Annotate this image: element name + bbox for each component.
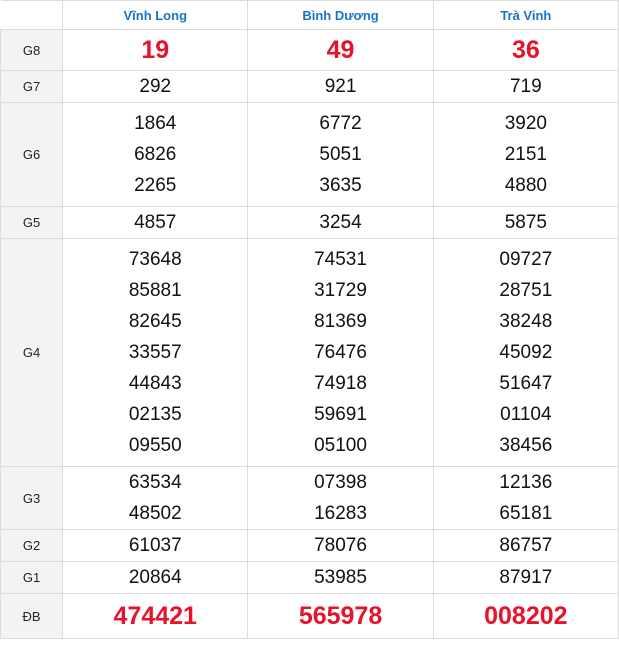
- result-number: 87917: [499, 567, 553, 588]
- result-number: 74918: [314, 373, 367, 394]
- result-number: 51647: [499, 373, 553, 394]
- result-number: 38456: [499, 435, 553, 456]
- result-number: 53985: [314, 567, 367, 588]
- result-number: 6826: [134, 144, 177, 165]
- table-row: [1, 207, 619, 239]
- result-cell: [248, 467, 433, 530]
- result-number: 3254: [319, 212, 362, 233]
- prize-label: G7: [1, 71, 63, 103]
- result-number: 474421: [113, 602, 197, 630]
- result-cell: [63, 594, 248, 639]
- table-row: [1, 594, 619, 639]
- result-cell: [433, 71, 618, 103]
- result-number: 31729: [314, 280, 367, 301]
- province-header-3: [433, 1, 618, 30]
- result-number: 59691: [314, 404, 367, 425]
- table-row: [1, 530, 619, 562]
- table-body: [1, 30, 619, 639]
- result-cell: [63, 30, 248, 71]
- result-number: 3635: [319, 175, 362, 196]
- prize-label: G2: [1, 530, 63, 562]
- result-number: 921: [324, 76, 357, 97]
- result-number: 02135: [128, 404, 182, 425]
- result-number: 38248: [499, 311, 553, 332]
- result-cell: [248, 239, 433, 467]
- result-number: 719: [509, 76, 542, 97]
- result-cell: [248, 71, 433, 103]
- table-row: [1, 103, 619, 207]
- table-row: [1, 71, 619, 103]
- result-cell: [433, 30, 618, 71]
- result-cell: [63, 71, 248, 103]
- result-number: 565978: [298, 602, 383, 630]
- result-cell: [63, 103, 248, 207]
- result-number: 19: [141, 36, 170, 64]
- result-number: 86757: [499, 535, 553, 556]
- result-number: 20864: [128, 567, 182, 588]
- result-number: 05100: [314, 435, 367, 456]
- result-cell: [63, 562, 248, 594]
- result-cell: [63, 467, 248, 530]
- prize-label: G1: [1, 562, 63, 594]
- result-number: 28751: [499, 280, 553, 301]
- result-number: 5875: [504, 212, 547, 233]
- result-number: 61037: [128, 535, 182, 556]
- result-number: 81369: [314, 311, 367, 332]
- header-row: [1, 1, 619, 30]
- result-number: 5051: [319, 144, 362, 165]
- result-number: 3920: [504, 113, 547, 134]
- result-number: 73648: [128, 249, 182, 270]
- result-number: 48502: [128, 503, 182, 524]
- result-number: 33557: [128, 342, 182, 363]
- result-cell: [63, 207, 248, 239]
- table-row: [1, 562, 619, 594]
- result-cell: [248, 594, 433, 639]
- result-number: 36: [511, 36, 540, 64]
- result-cell: [433, 530, 618, 562]
- result-cell: [248, 207, 433, 239]
- result-number: 74531: [314, 249, 367, 270]
- result-number: 44843: [128, 373, 182, 394]
- result-number: 2151: [504, 144, 547, 165]
- table-row: [1, 239, 619, 467]
- result-number: 49: [326, 36, 355, 64]
- prize-label: G5: [1, 207, 63, 239]
- result-number: 2265: [134, 175, 177, 196]
- table-header: [1, 1, 619, 30]
- table-row: [1, 30, 619, 71]
- result-cell: [433, 207, 618, 239]
- result-number: 78076: [314, 535, 367, 556]
- result-number: 63534: [128, 472, 182, 493]
- result-number: 01104: [500, 404, 552, 425]
- result-number: 07398: [314, 472, 367, 493]
- result-cell: [63, 239, 248, 467]
- result-number: 09550: [128, 435, 182, 456]
- result-number: 12136: [499, 472, 553, 493]
- prize-label: G6: [1, 103, 63, 207]
- result-number: 65181: [499, 503, 553, 524]
- province-link-binh-duong[interactable]: Bình Dương: [302, 7, 379, 23]
- province-header-1: [63, 1, 248, 30]
- result-number: 85881: [128, 280, 182, 301]
- prize-column-header: [1, 1, 63, 30]
- province-link-tra-vinh[interactable]: Trà Vinh: [500, 7, 552, 23]
- result-cell: [433, 103, 618, 207]
- result-number: 16283: [314, 503, 367, 524]
- result-number: 008202: [484, 602, 568, 630]
- result-cell: [248, 562, 433, 594]
- result-cell: [248, 30, 433, 71]
- province-header-2: [248, 1, 433, 30]
- prize-label: G4: [1, 239, 63, 467]
- result-number: 4880: [504, 175, 547, 196]
- prize-label: G3: [1, 467, 63, 530]
- table-row: [1, 467, 619, 530]
- result-cell: [433, 239, 618, 467]
- result-cell: [433, 562, 618, 594]
- province-link-vinh-long[interactable]: Vĩnh Long: [123, 7, 188, 23]
- result-number: 292: [139, 76, 172, 97]
- result-cell: [433, 594, 618, 639]
- prize-label: ĐB: [1, 594, 63, 639]
- prize-label: G8: [1, 30, 63, 71]
- result-cell: [63, 530, 248, 562]
- result-number: 82645: [128, 311, 182, 332]
- result-number: 1864: [134, 113, 177, 134]
- result-cell: [433, 467, 618, 530]
- result-number: 4857: [134, 212, 177, 233]
- result-number: 09727: [499, 249, 553, 270]
- result-number: 6772: [319, 113, 362, 134]
- result-number: 45092: [499, 342, 553, 363]
- result-number: 76476: [314, 342, 367, 363]
- result-cell: [248, 103, 433, 207]
- result-cell: [248, 530, 433, 562]
